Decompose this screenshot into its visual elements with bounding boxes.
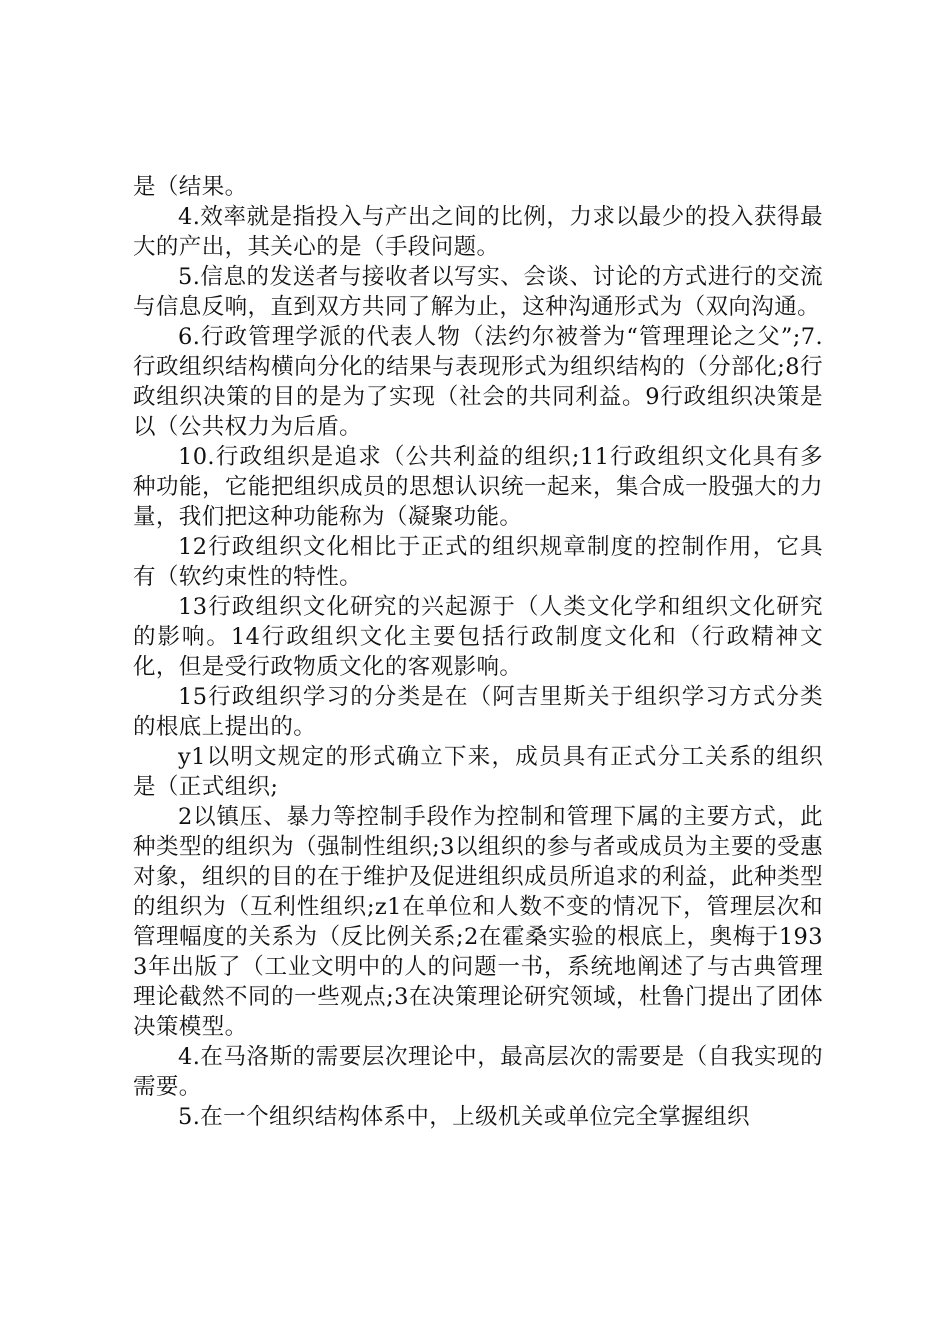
paragraph-8: 15行政组织学习的分类是在（阿吉里斯关于组织学习方式分类的根底上提出的。 xyxy=(133,684,823,740)
paragraph-7: 13行政组织文化研究的兴起源于（人类文化学和组织文化研究的影响。14行政组织文化主要包括行政制度文化和（行政精神文化，但是受行政物质文化的客观影响。 xyxy=(133,594,823,680)
paragraph-5: 10.行政组织是追求（公共利益的组织;11行政组织文化具有多种功能，它能把组织成员的思想认识统一起来，集合成一股强大的力量，我们把这种功能称为（凝聚功能。 xyxy=(133,444,823,530)
paragraph-11: 4.在马洛斯的需要层次理论中，最高层次的需要是（自我实现的需要。 xyxy=(133,1044,823,1100)
paragraph-10: 2以镇压、暴力等控制手段作为控制和管理下属的主要方式，此种类型的组织为（强制性组织;3以组织的参与者或成员为主要的受惠对象，组织的目的在于维护及促进组织成员所追求的利益，此种类型的组织为（互利性组织;z1在单位和人数不变的情况下，管理层次和管理幅度的关系为（反比例关系;2在霍桑实验的根底上，奥梅于1933年出版了（工业文明中的人的问题一书，系统地阐述了与古典管理理论截然不同的一些观点;3在决策理论研究领域，杜鲁门提出了团体决策模型。 xyxy=(133,804,823,1040)
paragraph-4: 6.行政管理学派的代表人物（法约尔被誉为“管理理论之父”;7.行政组织结构横向分化的结果与表现形式为组织结构的（分部化;8行政组织决策的目的是为了实现（社会的共同利益。9行政组织决策是以（公共权力为后盾。 xyxy=(133,324,823,440)
document-body xyxy=(133,172,823,1132)
paragraph-12: 5.在一个组织结构体系中，上级机关或单位完全掌握组织 xyxy=(178,1104,750,1130)
paragraph-1: 是（结果。 xyxy=(133,174,248,200)
paragraph-2: 4.效率就是指投入与产出之间的比例，力求以最少的投入获得最大的产出，其关心的是（手段问题。 xyxy=(133,204,823,260)
paragraph-9: y1以明文规定的形式确立下来，成员具有正式分工关系的组织是（正式组织; xyxy=(133,744,823,800)
paragraph-6: 12行政组织文化相比于正式的组织规章制度的控制作用，它具有（软约束性的特性。 xyxy=(133,534,823,590)
paragraph-3: 5.信息的发送者与接收者以写实、会谈、讨论的方式进行的交流与信息反响，直到双方共同了解为止，这种沟通形式为（双向沟通。 xyxy=(133,264,823,320)
